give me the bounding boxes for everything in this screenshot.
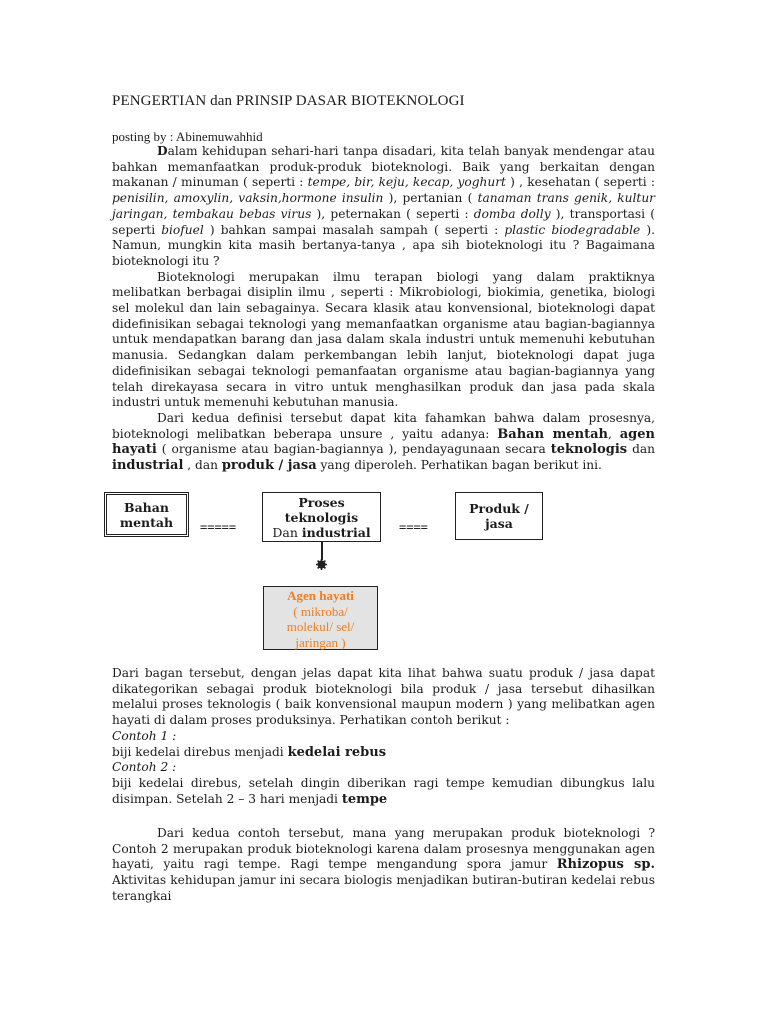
connector-line: [321, 542, 323, 560]
explanation-text: [112, 666, 655, 807]
paragraph-4: Dari bagan tersebut, dengan jelas dapat kita lihat bahwa suatu produk / jasa dapat dikategorikan sebagai produk bioteknologi bila produk / jasa tersebut dihasilkan melalui proses teknologis ( baik konvensional maupun modern ) yang melibatkan agen hayati di dalam proses produksinya. Perhatikan contoh berikut :: [112, 666, 655, 728]
contoh-1-text: biji kedelai direbus menjadi kedelai rebus: [112, 744, 387, 760]
contoh-2-text: biji kedelai direbus, setelah dingin diberikan ragi tempe kemudian dibungkus lalu disimpan. Setelah 2 – 3 hari menjadi tempe: [112, 775, 655, 807]
connector-gear-icon: [316, 559, 327, 570]
contoh-1-label: Contoh 1 :: [112, 728, 177, 743]
contoh-2-label: Contoh 2 :: [112, 760, 177, 775]
bahan-mentah-box: Bahan mentah: [104, 492, 189, 537]
posting-author: posting by : Abinemuwahhid: [112, 129, 263, 144]
connector-equals-right: ====: [399, 520, 428, 534]
agen-hayati-box: Agen hayati ( mikroba/ molekul/ sel/ jaringan ): [263, 586, 378, 650]
paragraph-2: Bioteknologi merupakan ilmu terapan biologi yang dalam praktiknya melibatkan berbagai disiplin ilmu , seperti : Mikrobiologi, biokimia, genetika, biologi sel molekul dan lain sebagainya. Secara klasik atau konvensional, bioteknologi dapat didefinisikan sebagai teknologi yang memanfaatkan organisme atau bagian-bagiannya untuk mendapatkan barang dan jasa dalam skala industri untuk memenuhi kebutuhan manusia. Sedangkan dalam perkembangan lebih lanjut, bioteknologi dapat juga didefinisikan sebagai teknologi pemanfaatan organisme atau bagian-bagiannya yang telah direkayasa secara in vitro untuk menghasilkan produk dan jasa pada skala industri untuk memenuhi kebutuhan manusia.: [112, 269, 655, 410]
closing-text: [112, 826, 655, 905]
intro-text: [112, 144, 655, 474]
connector-equals-left: =====: [200, 520, 237, 534]
document-title: PENGERTIAN dan PRINSIP DASAR BIOTEKNOLOGI: [112, 93, 465, 109]
produk-jasa-box: Produk / jasa: [455, 492, 543, 540]
paragraph-3: Dari kedua definisi tersebut dapat kita fahamkan bahwa dalam prosesnya, bioteknologi melibatkan beberapa unsure , yaitu adanya: Bahan mentah, agen hayati ( organisme atau bagian-bagiannya ), pendayagunaan secara teknologis dan industrial , dan produk / jasa yang diperoleh. Perhatikan bagan berikut ini.: [112, 410, 655, 474]
paragraph-5: Dari kedua contoh tersebut, mana yang merupakan produk bioteknologi ? Contoh 2 merupakan produk bioteknologi karena dalam prosesnya menggunakan agen hayati, yaitu ragi tempe. Ragi tempe mengandung spora jamur Rhizopus sp. Aktivitas kehidupan jamur ini secara biologis menjadikan butiran-butiran kedelai rebus terangkai: [112, 826, 655, 903]
paragraph-1: Dalam kehidupan sehari-hari tanpa disadari, kita telah banyak mendengar atau bahkan memanfaatkan produk-produk bioteknologi. Baik yang berkaitan dengan makanan / minuman ( seperti : tempe, bir, keju, kecap, yoghurt ) , kesehatan ( seperti : penisilin, amoxylin, vaksin,hormone insulin ), pertanian ( tanaman trans genik, kultur jaringan, tembakau bebas virus ), peternakan ( seperti : domba dolly ), transportasi ( seperti biofuel ) bahkan sampai masalah sampah ( seperti : plastic biodegradable ). Namun, mungkin kita masih bertanya-tanya , apa sih bioteknologi itu ? Bagaimana bioteknologi itu ?: [112, 144, 656, 268]
proses-box: Proses teknologis Dan industrial: [262, 492, 381, 542]
